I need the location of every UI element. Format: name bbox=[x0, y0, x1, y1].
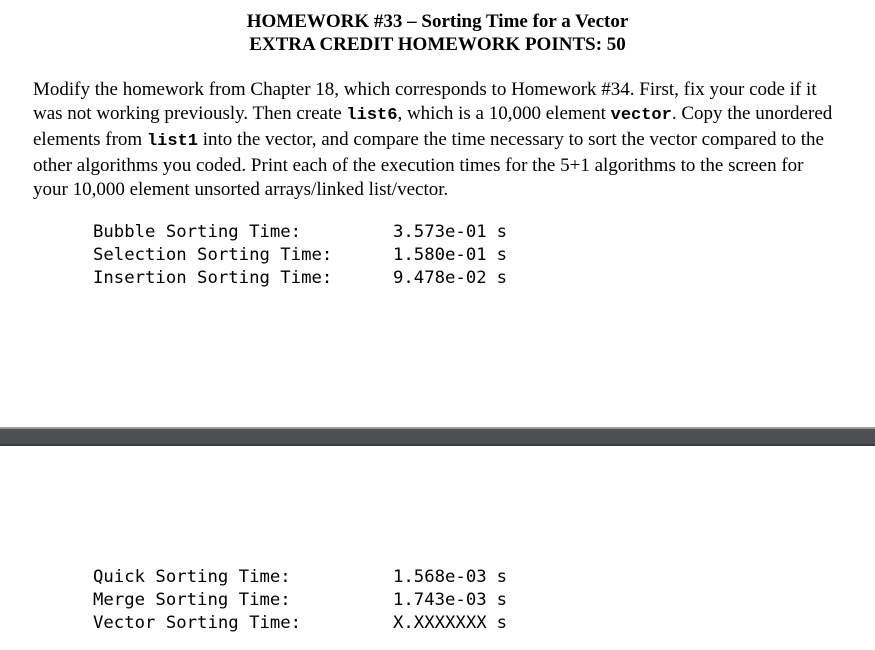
timing-label-bubble: Bubble Sorting Time: bbox=[93, 222, 302, 242]
timing-number: 1.568e-03 bbox=[393, 567, 487, 587]
timing-unit: s bbox=[496, 222, 508, 242]
instructions-text: . Copy the unordered elements from bbox=[33, 103, 833, 150]
timing-value-bubble bbox=[393, 221, 507, 243]
timing-number: 3.573e-01 bbox=[393, 222, 487, 242]
timing-number: X.XXXXXXX bbox=[393, 613, 487, 633]
assignment-instructions bbox=[33, 78, 833, 202]
timing-label-quick: Quick Sorting Time: bbox=[93, 567, 291, 587]
instructions-text: Modify the homework from Chapter 18, which corresponds to Homework #34. First, fix your code if it was not working previously. Then create bbox=[33, 79, 817, 124]
timing-label-merge: Merge Sorting Time: bbox=[93, 590, 291, 610]
timing-label-selection: Selection Sorting Time: bbox=[93, 245, 333, 265]
assignment-points: EXTRA CREDIT HOMEWORK POINTS: 50 bbox=[249, 34, 626, 55]
timing-number: 9.478e-02 bbox=[393, 268, 487, 288]
timing-label-vector: Vector Sorting Time: bbox=[93, 613, 302, 633]
timing-unit: s bbox=[496, 567, 508, 587]
timing-unit: s bbox=[496, 590, 508, 610]
timing-value-insertion bbox=[393, 267, 507, 289]
timing-value-selection bbox=[393, 244, 507, 266]
timing-label-insertion: Insertion Sorting Time: bbox=[93, 268, 333, 288]
assignment-title: HOMEWORK #33 – Sorting Time for a Vector bbox=[246, 11, 629, 32]
code-vector: vector bbox=[610, 106, 672, 125]
timing-number: 1.580e-01 bbox=[393, 245, 487, 265]
timing-unit: s bbox=[496, 245, 508, 265]
timing-value-vector bbox=[393, 612, 507, 634]
timing-number: 1.743e-03 bbox=[393, 590, 487, 610]
timing-value-quick bbox=[393, 566, 507, 588]
timing-unit: s bbox=[496, 268, 508, 288]
timing-value-merge bbox=[393, 589, 507, 611]
instructions-text: into the vector, and compare the time necessary to sort the vector compared to the other algorithms you coded. Print each of the execution times for the 5+1 algorithms to the screen for your 10,000 element unsorted arrays/linked list/vector. bbox=[33, 129, 824, 200]
code-list1: list1 bbox=[146, 132, 198, 151]
instructions-text: , which is a 10,000 element bbox=[397, 103, 611, 124]
code-list6: list6 bbox=[346, 106, 398, 125]
timing-unit: s bbox=[496, 613, 508, 633]
page-separator bbox=[0, 427, 875, 446]
